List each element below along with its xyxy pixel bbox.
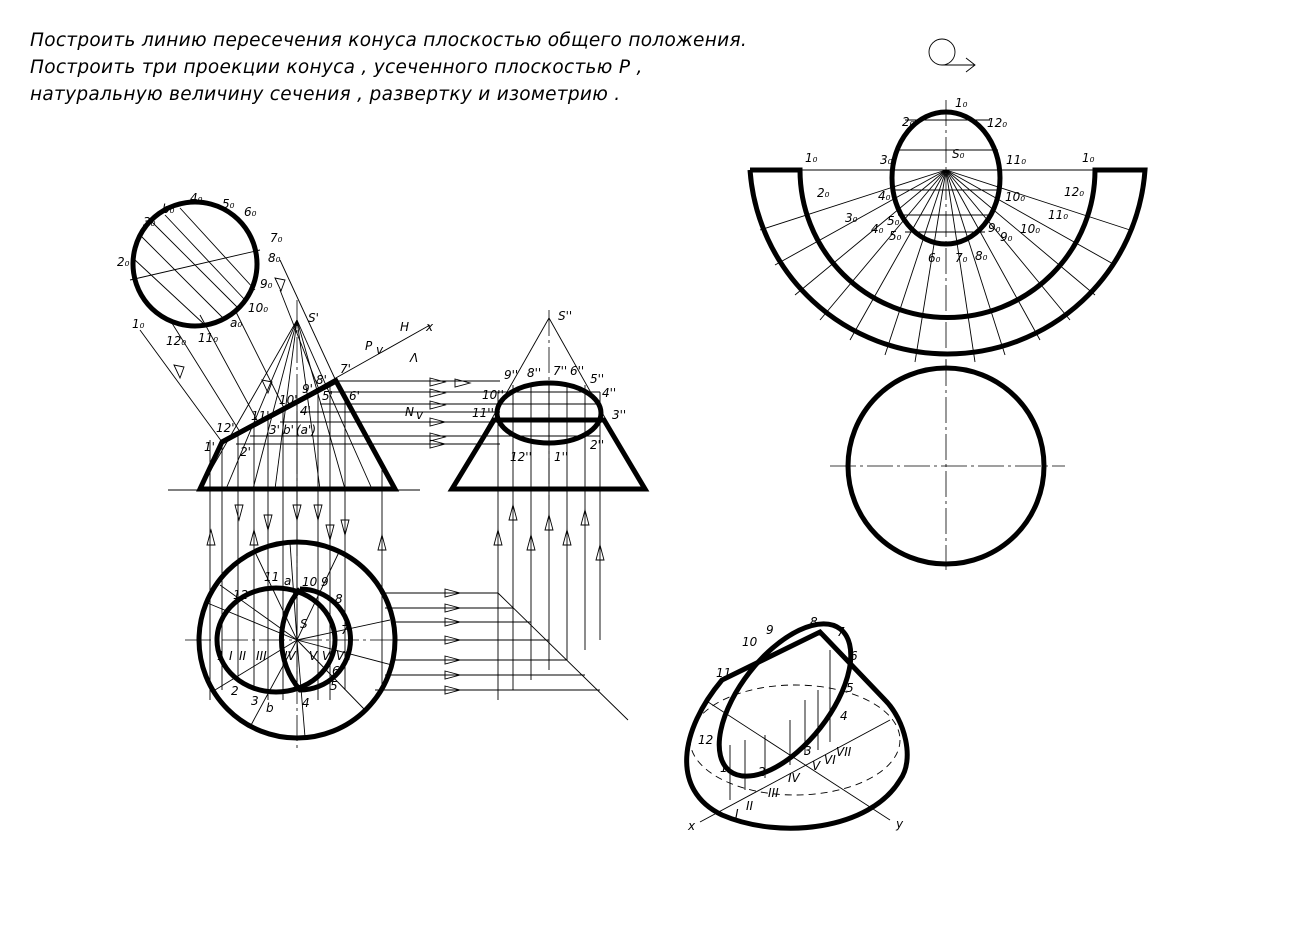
side-point-label: 2''	[590, 438, 605, 452]
view-direction-symbol	[929, 39, 975, 72]
iso-point-label: 1	[720, 761, 728, 775]
top-point-label: 9	[321, 575, 329, 589]
iso-point-label: 8	[810, 615, 818, 629]
side-point-label: 4''	[602, 386, 617, 400]
front-point-label: 5'	[322, 389, 333, 403]
top-point-label: IV	[284, 649, 296, 663]
isometry-verticals	[730, 650, 830, 800]
top-apex-label: S	[300, 617, 308, 631]
front-apex-label: S'	[308, 311, 319, 325]
development-point-label: 9₀	[988, 221, 1001, 235]
front-point-label: 1'	[204, 440, 215, 454]
side-view	[452, 309, 645, 700]
top-point-label: 2	[231, 684, 239, 698]
development-point-label: 2₀	[902, 115, 915, 129]
development-point-label: 1₀	[805, 151, 818, 165]
iso-point-label: III	[768, 786, 779, 800]
section-point-label: a₀	[230, 316, 243, 330]
task-text-line-2: Построить три проекции конуса , усеченного плоскостью P ,	[30, 57, 643, 78]
iso-point-label: VI	[824, 753, 836, 767]
top-point-label: I	[229, 649, 233, 663]
section-point-label: 2₀	[117, 255, 130, 269]
front-point-label: 11'	[251, 409, 270, 423]
section-point-label: 3₀	[143, 215, 156, 229]
top-point-label: VII	[336, 649, 352, 663]
top-point-label: b	[266, 701, 274, 715]
side-point-label: 1''	[554, 450, 569, 464]
iso-point-label: 11	[716, 666, 732, 680]
development-point-label: 10₀	[1005, 190, 1026, 204]
section-point-label: 4₀	[190, 191, 203, 205]
side-projectors	[498, 383, 600, 700]
side-point-label: 7''	[553, 364, 568, 378]
development-point-label: 1₀	[1082, 151, 1095, 165]
true-size-section	[110, 179, 285, 393]
development-point-label: 10₀	[1020, 222, 1041, 236]
development-point-label: 6₀	[928, 251, 941, 265]
plane-trace-x-label: x	[426, 320, 434, 334]
top-point-label: 8	[335, 592, 343, 606]
aux-trace-sub: v	[416, 408, 424, 422]
top-point-label: VI	[322, 649, 334, 663]
top-point-label: 12	[233, 588, 249, 602]
top-point-label: V	[309, 649, 318, 663]
top-point-label: 11	[264, 570, 280, 584]
front-point-label: 6'	[349, 389, 360, 403]
front-point-label: 9'	[302, 382, 313, 396]
top-point-label: 1	[217, 649, 225, 663]
front-point-label: 12'	[216, 421, 235, 435]
isometry	[687, 601, 908, 833]
iso-point-label: 2	[758, 765, 766, 779]
side-point-label: 5''	[590, 372, 605, 386]
top-point-label: 4	[302, 696, 310, 710]
development-point-label: 9₀	[1000, 230, 1013, 244]
top-point-label: 5	[330, 679, 338, 693]
front-point-label: 7'	[340, 362, 351, 376]
iso-point-label: II	[746, 799, 754, 813]
section-point-label: 9₀	[260, 277, 273, 291]
side-apex-label: S''	[558, 309, 573, 323]
front-point-label: 10'	[279, 393, 298, 407]
side-point-label: 3''	[612, 408, 627, 422]
development	[750, 96, 1145, 370]
iso-point-label: V	[812, 759, 821, 773]
side-point-label: 10''	[482, 388, 504, 402]
iso-point-label: 5	[846, 681, 854, 695]
section-point-label: 12₀	[166, 334, 187, 348]
section-point-label: 6₀	[244, 205, 257, 219]
iso-point-label: 6	[850, 649, 858, 663]
development-point-label: 8₀	[975, 249, 988, 263]
iso-point-label: VII	[836, 745, 852, 759]
development-point-label: 3₀	[880, 153, 893, 167]
section-point-label: 5₀	[222, 197, 235, 211]
top-point-label: 7	[341, 623, 349, 637]
section-point-label: 8₀	[268, 251, 281, 265]
iso-axis-y: y	[896, 817, 904, 831]
iso-point-label: 12	[698, 733, 714, 747]
iso-point-label: IV	[788, 771, 800, 785]
top-horizontal-projectors	[375, 593, 628, 720]
side-point-label: 6''	[570, 364, 585, 378]
base-circle	[830, 360, 1065, 570]
front-point-label: (a')	[296, 423, 317, 437]
development-point-label: 4₀	[878, 189, 891, 203]
iso-point-label: 10	[742, 635, 758, 649]
section-band-lines	[893, 120, 998, 232]
task-text-line-3: натуральную величину сечения , развертку и изометрию .	[30, 84, 621, 105]
plane-trace-axis-label: H	[400, 320, 410, 334]
side-point-label: 12''	[510, 450, 532, 464]
front-point-label: 3'	[269, 423, 280, 437]
iso-point-label: 3	[804, 744, 812, 758]
side-point-label: 8''	[527, 366, 542, 380]
section-point-label: 10₀	[248, 301, 269, 315]
side-point-label: 9''	[504, 368, 519, 382]
side-point-label: 11''	[472, 406, 494, 420]
development-apex-label: S₀	[952, 147, 965, 161]
top-point-label: 3	[251, 694, 259, 708]
top-point-label: III	[256, 649, 267, 663]
top-point-label: 10	[302, 575, 318, 589]
development-point-label: 11₀	[1048, 208, 1069, 222]
development-point-label: 12₀	[987, 116, 1008, 130]
task-text-line-1: Построить линию пересечения конуса плоскостью общего положения.	[30, 30, 748, 51]
development-point-label: 2₀	[817, 186, 830, 200]
development-point-label: 11₀	[1006, 153, 1027, 167]
front-point-label: b'	[283, 423, 294, 437]
development-point-label: 5₀	[889, 229, 902, 243]
plane-trace-label: P	[365, 339, 373, 353]
development-point-label: 12₀	[1064, 185, 1085, 199]
top-point-label: a	[284, 574, 292, 588]
section-point-label: 7₀	[270, 231, 283, 245]
section-point-label: b₀	[162, 202, 175, 216]
iso-point-label: 9	[766, 623, 774, 637]
front-point-label: 8'	[316, 373, 327, 387]
iso-point-label: 7	[837, 625, 845, 639]
front-point-label: 4'	[300, 404, 311, 418]
plane-trace-sub: v	[376, 343, 384, 357]
top-point-label: 6	[332, 664, 340, 678]
aux-trace-label: N	[405, 405, 414, 419]
development-point-label: 1₀	[955, 96, 968, 110]
development-point-label: 3₀	[845, 211, 858, 225]
section-point-label: 11₀	[198, 331, 219, 345]
development-point-label: 4₀	[871, 222, 884, 236]
iso-point-label: 4	[840, 709, 848, 723]
top-point-label: II	[239, 649, 247, 663]
front-point-label: 2'	[240, 445, 251, 459]
development-point-label: 7₀	[955, 251, 968, 265]
lambda-label: Λ	[410, 351, 419, 365]
iso-axis-x: x	[688, 819, 696, 833]
iso-point-label: I	[735, 807, 739, 821]
top-view	[185, 530, 628, 750]
development-point-label: 5₀	[887, 214, 900, 228]
section-point-label: 1₀	[132, 317, 145, 331]
